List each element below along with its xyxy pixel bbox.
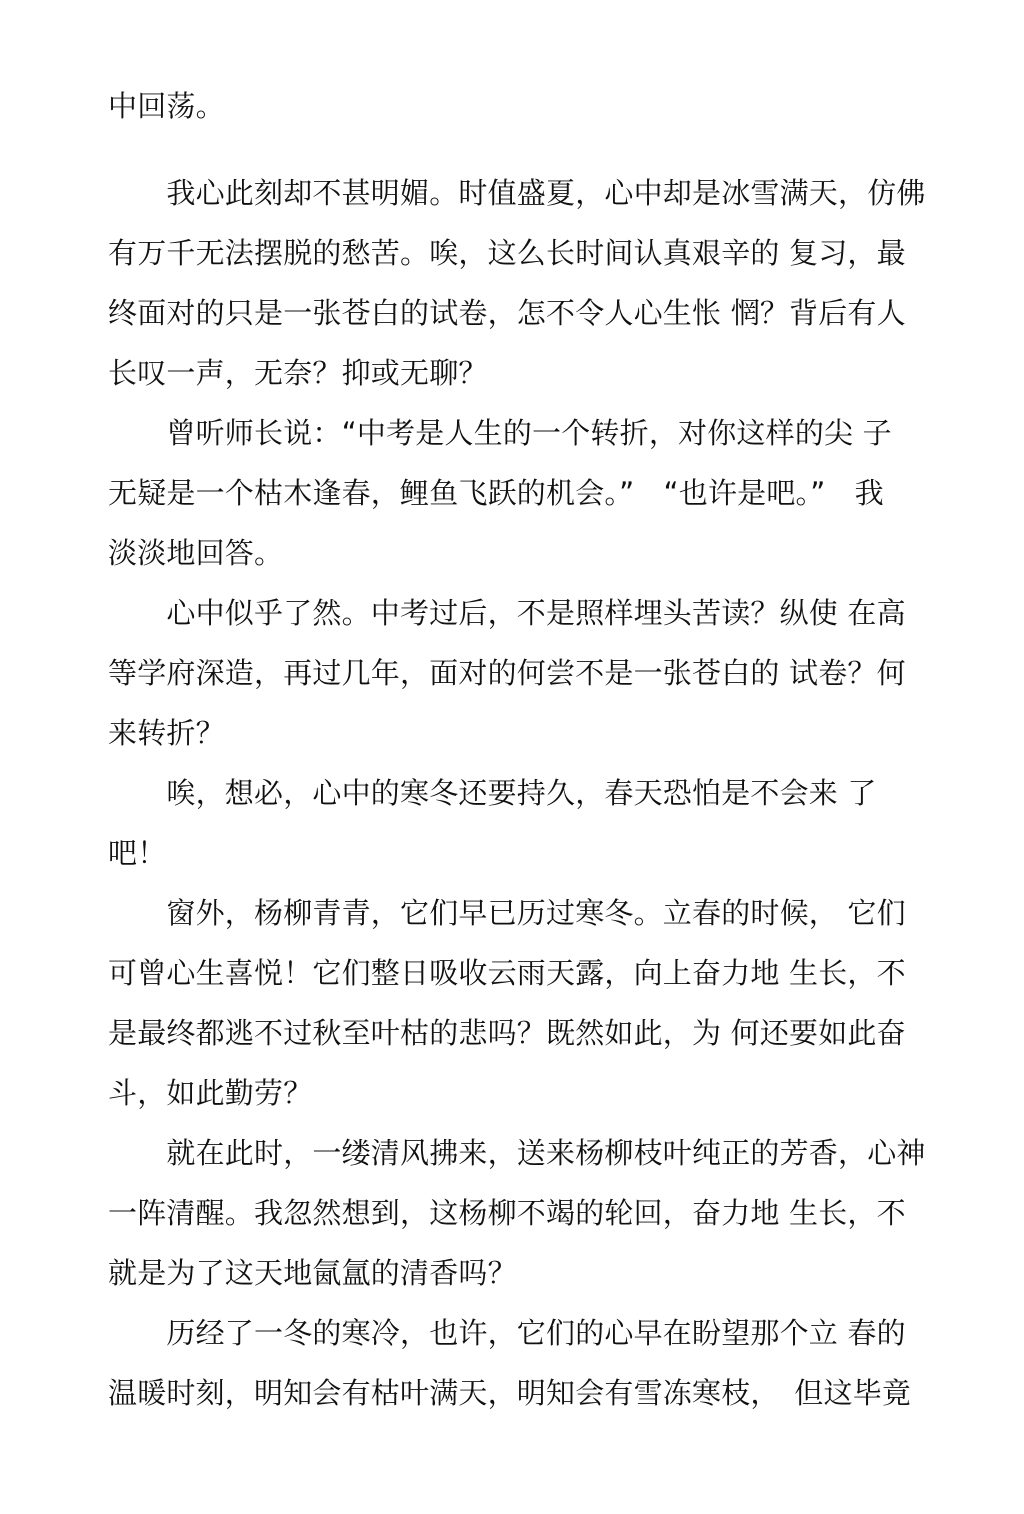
text-line: 曾听师长说：“中考是人生的一个转折，对你这样的尖 子 xyxy=(108,416,892,450)
text-line: 终面对的只是一张苍白的试卷，怎不令人心生怅 惘？背后有人 xyxy=(108,296,906,330)
text-line: 窗外，杨柳青青，它们早已历过寒冬。立春的时候， 它们 xyxy=(108,896,906,930)
text-line: 来转折？ xyxy=(108,716,225,750)
text-line: 有万千无法摆脱的愁苦。唉，这么长时间认真艰辛的 复习，最 xyxy=(108,236,906,270)
text-line: 心中似乎了然。中考过后，不是照样埋头苦读？纵使 在高 xyxy=(108,596,906,630)
text-line: 中回荡。 xyxy=(108,89,225,123)
text-line: 淡淡地回答。 xyxy=(108,536,284,570)
text-line: 温暖时刻，明知会有枯叶满天，明知会有雪冻寒枝， 但这毕竟 xyxy=(108,1376,912,1410)
text-line: 就在此时，一缕清风拂来，送来杨柳枝叶纯正的芳香，心神 xyxy=(108,1136,926,1170)
text-line: 吧！ xyxy=(108,836,167,870)
text-line: 长叹一声，无奈？抑或无聊？ xyxy=(108,356,488,390)
text-line: 一阵清醒。我忽然想到，这杨柳不竭的轮回，奋力地 生长，不 xyxy=(108,1196,906,1230)
text-line: 唉，想必，心中的寒冬还要持久，春天恐怕是不会来 了 xyxy=(108,776,877,810)
text-line: 是最终都逃不过秋至叶枯的悲吗？既然如此，为 何还要如此奋 xyxy=(108,1016,906,1050)
text-line: 历经了一冬的寒冷，也许，它们的心早在盼望那个立 春的 xyxy=(108,1316,906,1350)
text-line: 等学府深造，再过几年，面对的何尝不是一张苍白的 试卷？何 xyxy=(108,656,906,690)
text-line: 斗，如此勤劳？ xyxy=(108,1076,313,1110)
text-line: 无疑是一个枯木逢春，鲤鱼飞跃的机会。” “也许是吧。” 我 xyxy=(108,476,884,510)
text-line: 就是为了这天地氤氲的清香吗？ xyxy=(108,1256,517,1290)
text-line: 我心此刻却不甚明媚。时值盛夏，心中却是冰雪满天，仿佛 xyxy=(108,176,926,210)
text-line: 可曾心生喜悦！它们整日吸收云雨天露，向上奋力地 生长，不 xyxy=(108,956,906,990)
